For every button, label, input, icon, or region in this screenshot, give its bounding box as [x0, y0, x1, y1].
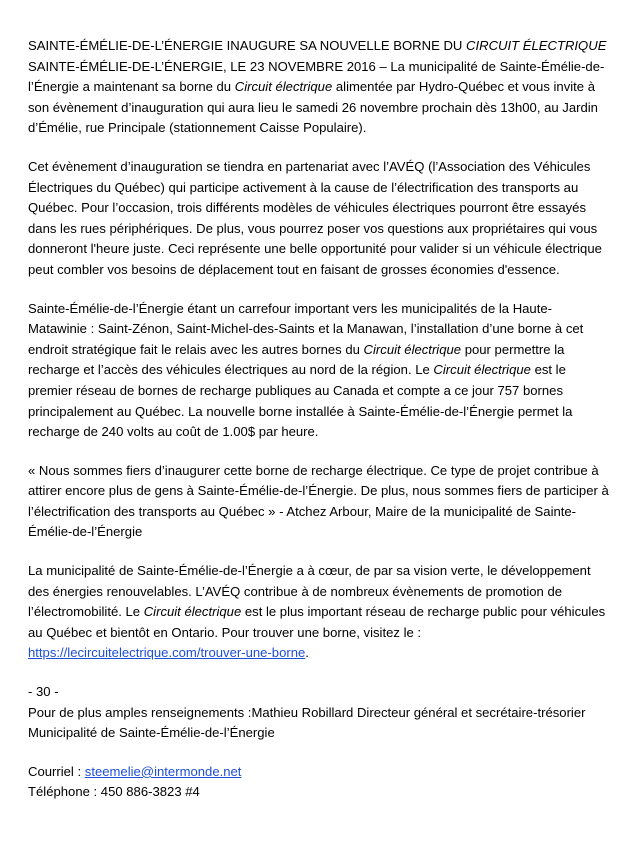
- end-mark: - 30 -: [28, 684, 59, 700]
- network-part-a: Sainte-Émélie-de-l’Énergie étant un carrefour important vers les municipalités de la Haute-Matawinie : Saint-Zénon, Saint-Michel-des-Saints et la Manawan, l’installation d’une borne à cet endroit stratégique fait le relais avec les autres bornes du: [28, 300, 584, 357]
- network-part-b: pour permettre la recharge et l’accès des véhicules électriques au nord de la région. Le: [28, 341, 565, 378]
- email-label: Courriel :: [28, 763, 85, 779]
- charging-station-finder-link[interactable]: https://lecircuitelectrique.com/trouver-une-borne: [28, 645, 306, 661]
- email-link[interactable]: steemelie@intermonde.net: [84, 763, 242, 779]
- paragraph-event: Cet évènement d’inauguration se tiendra en partenariat avec l’AVÉQ (l’Association des Véhicules Électriques du Québec) qui participe activement à la cause de l’électrification des transports au Québec. Pour l’occasion, trois différents modèles de véhicules électriques pourront être essayés dans les rues périphériques. De plus, vous pourrez poser vos questions aux propriétaires qui vous donneront l'heure juste. Ceci représente une belle opportunité pour valider si un véhicule électrique peut combler vos besoins de déplacement tout en faisant de grosses économies d'essence.: [28, 158, 602, 277]
- paragraph-quote: « Nous sommes fiers d’inaugurer cette borne de recharge électrique. Ce type de projet contribue à attirer encore plus de gens à Sainte-Émélie-de-l’Énergie. De plus, nous sommes fiers de participer à l’électrification des transports au Québec » - Atchez Arbour, Maire de la municipalité de Sainte-Émélie-de-l’Énergie: [28, 462, 609, 540]
- paragraph-closing: [28, 561, 609, 664]
- headline-text: SAINTE-ÉMÉLIE-DE-L’ÉNERGIE INAUGURE SA NOUVELLE BORNE DU: [28, 38, 467, 53]
- closing-part-b: est le plus important réseau de recharge public pour véhicules au Québec et bientôt en Ontario. Pour trouver une borne, visitez le :: [28, 604, 606, 640]
- paragraph-intro: [28, 57, 609, 139]
- phone-line: Téléphone : 450 886-3823 #4: [28, 784, 200, 800]
- network-part-c: est le premier réseau de bornes de recharge publiques au Canada et compte a ce jour 757 bornes principalement au Québec. La nouvelle borne installée à Sainte-Émélie-de-l’Énergie permet la recharge de 240 volts au coût de 1.00$ par heure.: [28, 362, 573, 440]
- closing-italic: Circuit électrique: [143, 604, 242, 620]
- network-italic-1: Circuit électrique: [363, 341, 462, 357]
- document-headline: [28, 36, 609, 57]
- paragraph-network: [28, 299, 609, 443]
- headline-italic-text: CIRCUIT ÉLECTRIQUE: [466, 38, 607, 53]
- email-line: [28, 762, 609, 783]
- intro-part-b: alimentée par Hydro-Québec et vous invite à son évènement d’inauguration qui aura lieu le samedi 26 novembre prochain dès 13h00, au Jardin d’Émélie, rue Principale (stationnement Caisse Populaire).: [28, 79, 598, 136]
- intro-italic: Circuit électrique: [234, 79, 333, 95]
- document-body: [28, 36, 609, 803]
- contact-information: Pour de plus amples renseignements :Mathieu Robillard Directeur général et secrétaire-trésorier Municipalité de Sainte-Émélie-de-l’Énergie: [28, 704, 586, 741]
- closing-part-c: .: [305, 645, 309, 661]
- closing-part-a: La municipalité de Sainte-Émélie-de-l’Énergie a à cœur, de par sa vision verte, le développement des énergies renouvelables. L’AVÉQ contribue à de nombreux évènements de promotion de l’électromobilité. Le: [28, 563, 591, 620]
- network-italic-2: Circuit électrique: [433, 362, 531, 378]
- intro-part-a: SAINTE-ÉMÉLIE-DE-L’ÉNERGIE, LE 23 NOVEMBRE 2016 – La municipalité de Sainte-Émélie-de-l’Énergie a maintenant sa borne du: [28, 58, 605, 95]
